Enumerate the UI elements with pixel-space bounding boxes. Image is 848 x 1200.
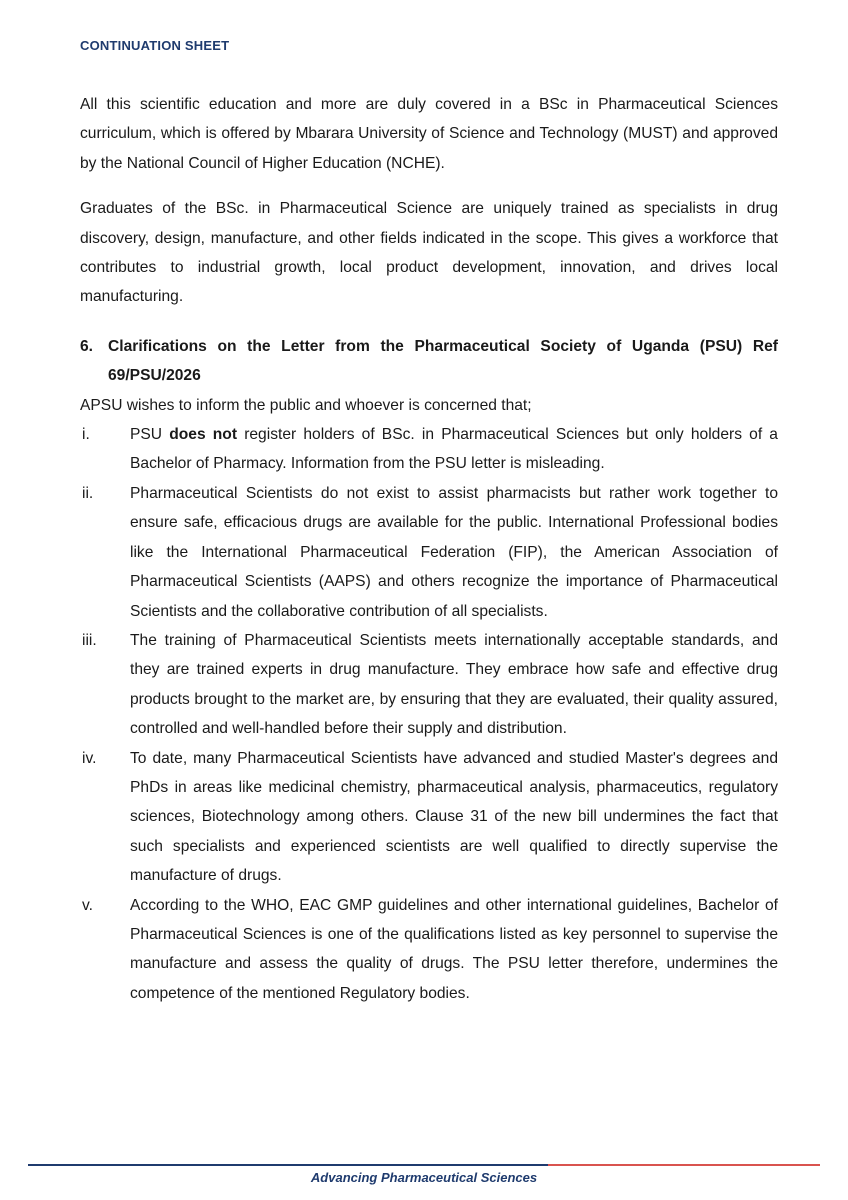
paragraph-graduates: Graduates of the BSc. in Pharmaceutical Science are uniquely trained as specialists in drug discovery, design, manufacture, and other fields indicated in the scope. This gives a workforce that contributes to industrial growth, local product development, innovation, and drives local manufacturing. bbox=[80, 200, 778, 306]
paragraph-curriculum: All this scientific education and more are duly covered in a BSc in Pharmaceutical Sciences curriculum, which is offered by Mbarara University of Science and Technology (MUST) and approved by the National Council of Higher Education (NCHE). bbox=[80, 96, 778, 172]
section-number: 6. bbox=[80, 337, 94, 355]
list-numeral: iv. bbox=[82, 749, 97, 767]
list-item bbox=[80, 891, 778, 1009]
footer-tagline: Advancing Pharmaceutical Sciences bbox=[310, 1170, 538, 1185]
list-item bbox=[80, 744, 778, 891]
emphasis-does-not: does not bbox=[169, 426, 238, 444]
list-item-rest: register holders of BSc. in Pharmaceutical Sciences but only holders of a Bachelor of Pharmacy. Information from the PSU letter is misleading. bbox=[130, 426, 778, 473]
footer-divider-red bbox=[548, 1164, 820, 1166]
list-numeral: i. bbox=[82, 426, 90, 444]
section-intro: APSU wishes to inform the public and whoever is concerned that; bbox=[80, 396, 532, 414]
list-item bbox=[80, 626, 778, 744]
list-numeral: ii. bbox=[82, 484, 94, 502]
list-item-text bbox=[130, 420, 778, 479]
footer-divider-blue bbox=[28, 1164, 548, 1166]
list-item-text: The training of Pharmaceutical Scientists meets internationally acceptable standards, and they are trained experts in drug manufacture. They embrace how safe and effective drug products brought to the market are, by ensuring that they are evaluated, their quality assured, controlled and well-handled before their supply and distribution. bbox=[130, 631, 778, 738]
list-numeral: iii. bbox=[82, 631, 97, 649]
page-header-title: CONTINUATION SHEET bbox=[80, 38, 230, 53]
list-numeral: v. bbox=[82, 896, 93, 914]
clarification-list bbox=[80, 420, 778, 1008]
document-body bbox=[80, 90, 778, 1008]
list-item-text: To date, many Pharmaceutical Scientists have advanced and studied Master's degrees and PhDs in areas like medicinal chemistry, pharmaceutical analysis, pharmaceutics, regulatory sciences, Biotechnology among others. Clause 31 of the new bill undermines the fact that such specialists and experienced scientists are well qualified to directly supervise the manufacture of drugs. bbox=[130, 749, 778, 885]
list-item-prefix: PSU bbox=[130, 426, 170, 444]
list-item bbox=[80, 479, 778, 626]
section-title: Clarifications on the Letter from the Pharmaceutical Society of Uganda (PSU) Ref 69/PSU/2026 bbox=[108, 337, 778, 385]
list-item-text: According to the WHO, EAC GMP guidelines and other international guidelines, Bachelor of Pharmaceutical Sciences is one of the qualifications listed as key personnel to supervise the manufacture and assess the quality of drugs. The PSU letter therefore, undermines the competence of the mentioned Regulatory bodies. bbox=[130, 896, 778, 1002]
list-item bbox=[80, 420, 778, 479]
section-heading bbox=[80, 332, 778, 391]
list-item-text: Pharmaceutical Scientists do not exist to assist pharmacists but rather work together to ensure safe, efficacious drugs are available for the public. International Professional bodies like the International Pharmaceutical Federation (FIP), the American Association of Pharmaceutical Scientists (AAPS) and others recognize the importance of Pharmaceutical Scientists and the collaborative contribution of all specialists. bbox=[130, 484, 778, 620]
